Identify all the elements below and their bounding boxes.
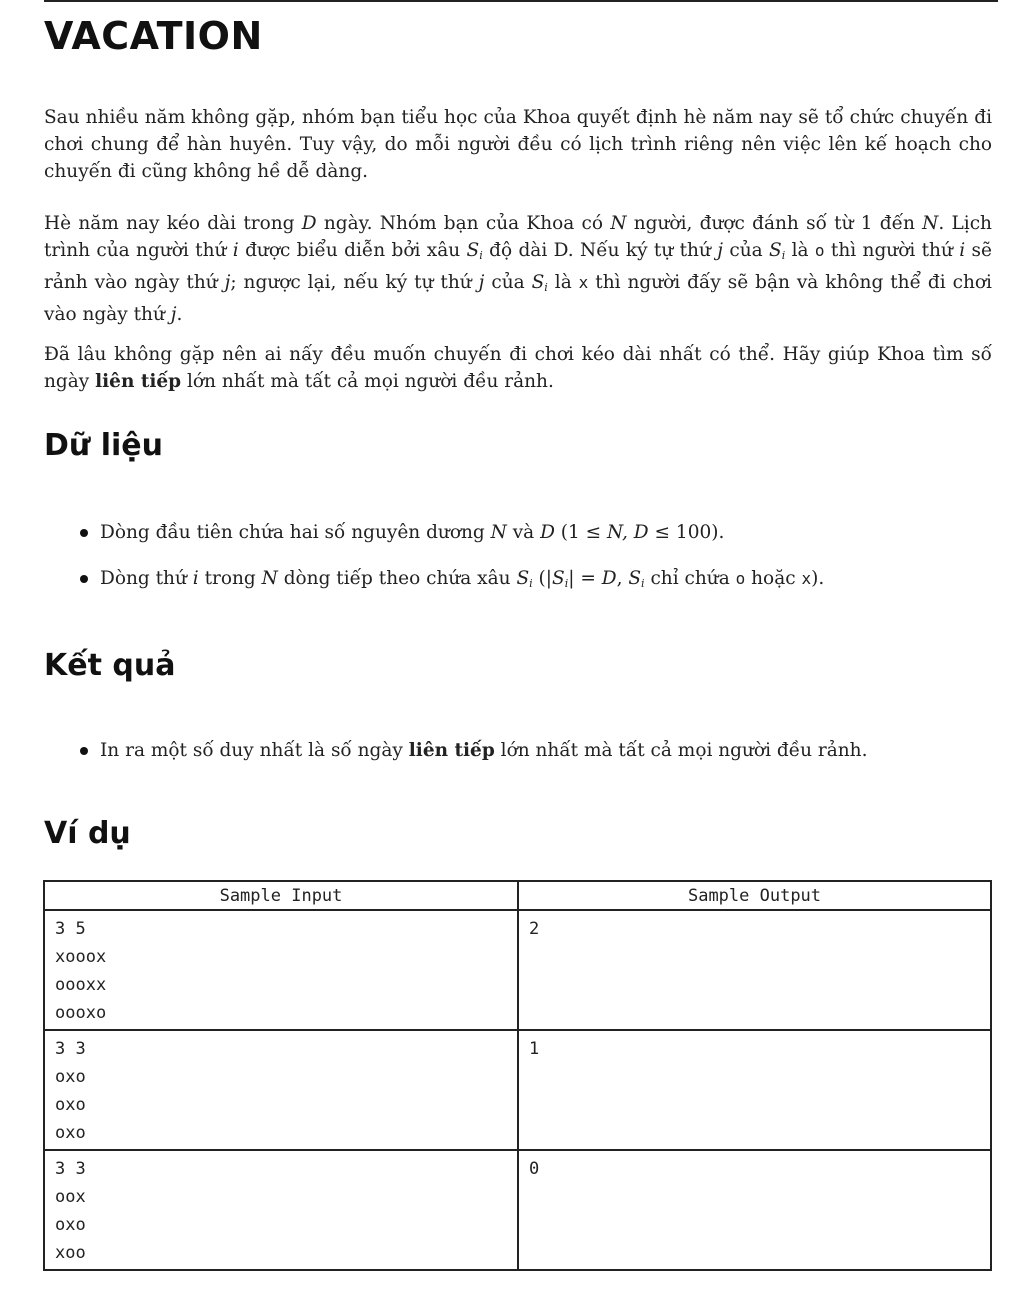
sample-row — [44, 1030, 991, 1150]
sample-row — [44, 910, 991, 1030]
sample-output-cell: 1 — [518, 1030, 991, 1150]
sample-input-header: Sample Input — [44, 881, 518, 910]
input-heading: Dữ liệu — [44, 428, 163, 463]
sample-input-cell: 3 5 xooox oooxx oooxo — [44, 910, 518, 1030]
sample-row — [44, 1150, 991, 1270]
output-bullet-list — [78, 737, 867, 783]
problem-title: VACATION — [44, 14, 263, 58]
sample-input-cell: 3 3 oox oxo xoo — [44, 1150, 518, 1270]
sample-table — [43, 880, 992, 1271]
examples-heading: Ví dụ — [44, 816, 131, 851]
sample-output-header: Sample Output — [518, 881, 991, 910]
sample-table-header — [44, 881, 991, 910]
sample-input-cell: 3 3 oxo oxo oxo — [44, 1030, 518, 1150]
input-bullet-list — [78, 519, 824, 616]
top-rule — [44, 0, 998, 2]
intro-paragraph-1: Sau nhiều năm không gặp, nhóm bạn tiểu học của Khoa quyết định hè năm nay sẽ tổ chức chuyến đi chơi chung để hàn huyên. Tuy vậy, do mỗi người đều có lịch trình riêng nên việc lên kế hoạch cho chuyến đi cũng không hề dễ dàng. — [44, 107, 992, 182]
intro-paragraph-2: Hè năm nay kéo dài trong D ngày. Nhóm bạn của Khoa có N người, được đánh số từ 1 đến N. Lịch trình của người thứ i được biểu diễn bởi xâu $S_i$ độ dài D. Nếu ký tự thứ j của $S_i$ là o thì người thứ i sẽ rảnh vào ngày thứ j; ngược lại, nếu ký tự thứ j của $S_i$ là x thì người đấy sẽ bận và không thể đi chơi vào ngày thứ j. — [44, 213, 992, 325]
sample-output-cell: 2 — [518, 910, 991, 1030]
output-bullet-1: In ra một số duy nhất là số ngày liên tiếp lớn nhất mà tất cả mọi người đều rảnh. — [78, 737, 867, 764]
input-bullet-1: Dòng đầu tiên chứa hai số nguyên dương N và D (1 ≤ N, D ≤ 100). — [78, 519, 824, 546]
intro-paragraph-3: Đã lâu không gặp nên ai nấy đều muốn chuyến đi chơi kéo dài nhất có thể. Hãy giúp Khoa tìm số ngày liên tiếp lớn nhất mà tất cả mọi người đều rảnh. — [44, 344, 992, 392]
sample-output-cell: 0 — [518, 1150, 991, 1270]
output-heading: Kết quả — [44, 648, 176, 683]
input-bullet-2: Dòng thứ i trong N dòng tiếp theo chứa xâu $S_i$ ($|S_i| = D$, $S_i$ chỉ chứa o hoặc x). — [78, 565, 824, 597]
